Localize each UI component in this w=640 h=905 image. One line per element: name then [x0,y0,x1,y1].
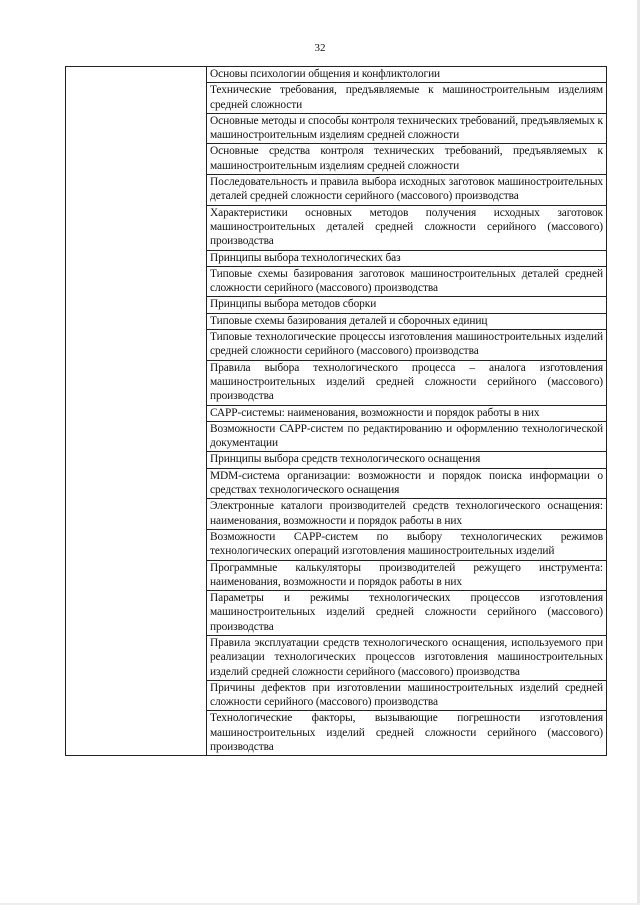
requirement-text: Основы психологии общения и конфликтологии [210,68,441,80]
requirement-text: Программные калькуляторы производителей режущего инструмента: наименования, возможности и порядок работы в них [210,561,603,588]
requirement-cell [207,175,607,206]
requirement-text: Принципы выбора технологических баз [210,251,401,264]
requirement-text: Правила эксплуатации средств технологического оснащения, используемого при реализации технологических процессов изготовления машиностроительных изделий средней сложности серийного (массового) производства [210,636,603,678]
requirement-cell [207,452,607,468]
requirements-table [65,66,607,756]
requirement-cell [207,499,607,530]
requirement-cell [207,591,607,636]
requirement-cell [207,529,607,560]
requirement-text: Технологические факторы, вызывающие погрешности изготовления машиностроительных изделий средней сложности серийного (массового) производства [210,712,603,754]
requirement-text: Возможности САPP-систем по редактированию и оформлению технологической документации [210,422,603,450]
left-column-cell [66,67,207,756]
requirement-cell [207,83,607,114]
requirement-cell [207,405,607,421]
requirement-text: Типовые схемы базирования деталей и сборочных единиц [210,314,488,327]
requirement-text: Причины дефектов при изготовлении машиностроительных изделий средней сложности серийного (массового) производства [210,681,603,709]
requirement-cell [207,205,607,250]
requirement-cell [207,635,607,680]
requirement-cell [207,266,607,297]
requirement-cell [207,67,607,83]
requirement-text: Последовательность и правила выбора исходных заготовок машиностроительных деталей средней сложности серийного (массового) производства [210,176,603,203]
requirement-text: Типовые технологические процессы изготовления машиностроительных изделий средней сложности серийного (массового) производства [210,331,603,358]
requirement-cell [207,313,607,329]
requirement-cell [207,680,607,711]
table-row [66,67,607,83]
requirement-cell [207,330,607,361]
requirement-cell [207,360,607,405]
requirement-text: MDM-система организации: возможности и порядок поиска информации о средствах технологического оснащения [210,469,603,497]
requirement-cell [207,468,607,499]
requirement-text: Типовые схемы базирования заготовок машиностроительных деталей средней сложности серийного (массового) производства [210,267,603,295]
requirement-cell [207,560,607,591]
requirement-text: Основные методы и способы контроля технических требований, предъявляемых к машиностроительным изделиям средней сложности [210,114,603,142]
requirement-cell [207,421,607,452]
requirement-text: Технические требования, предъявляемые к машиностроительным изделиям средней сложности [210,84,603,111]
requirement-cell [207,711,607,756]
requirement-text: Принципы выбора методов сборки [210,298,377,311]
requirement-text: Основные средства контроля технических требований, предъявляемых к машиностроительным изделиям средней сложности [210,145,603,172]
requirement-cell [207,113,607,144]
requirement-text: Возможности САPP-систем по выбору технологических режимов технологических операций изготовления машиностроительных изделий [210,530,603,558]
requirement-cell [207,297,607,313]
requirement-text: Электронные каталоги производителей средств технологического оснащения: наименования, возможности и порядок работы в них [210,500,603,527]
requirement-cell [207,144,607,175]
table-body [66,67,607,756]
requirement-text: САPP-системы: наименования, возможности и порядок работы в них [210,406,540,419]
page-number: 32 [314,42,326,54]
requirement-cell [207,250,607,266]
requirement-text: Характеристики основных методов получения исходных заготовок машиностроительных деталей средней сложности серийного (массового) производства [210,206,603,248]
requirement-text: Правила выбора технологического процесса – аналога изготовления машиностроительных изделий средней сложности серийного (массового) производства [210,361,603,403]
requirement-text: Принципы выбора средств технологического оснащения [210,453,481,466]
requirement-text: Параметры и режимы технологических процессов изготовления машиностроительных изделий средней сложности серийного (массового) производства [210,592,603,633]
